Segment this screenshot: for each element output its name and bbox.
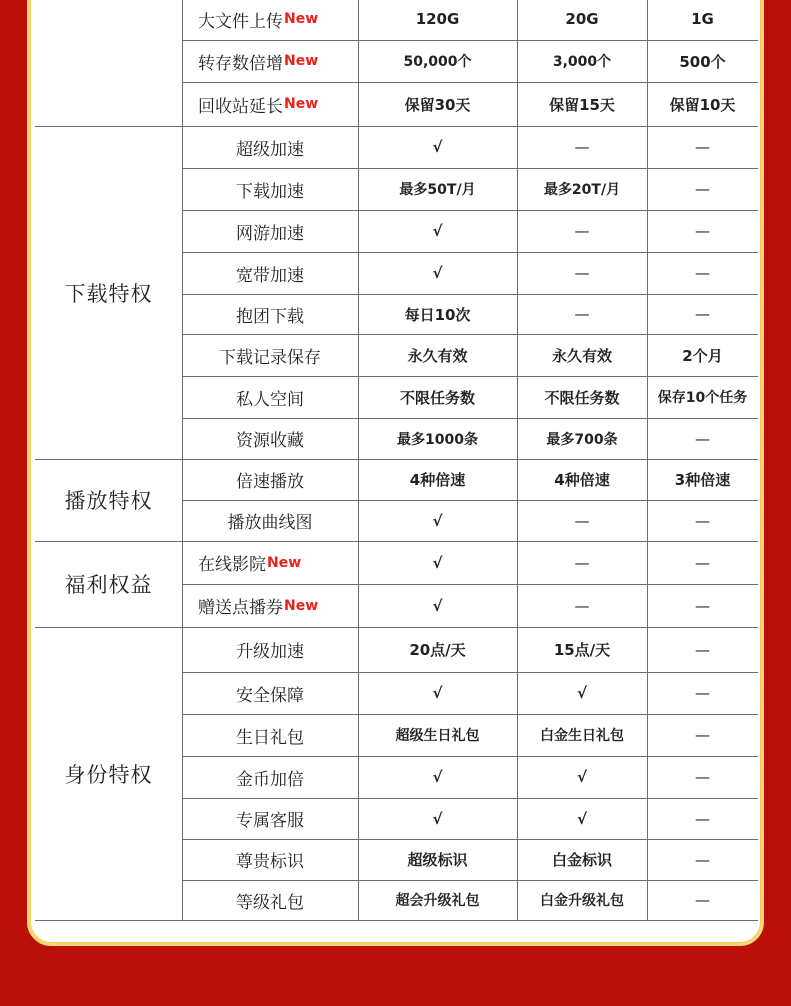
value-cell-tier-2: 保留15天 (549, 95, 615, 114)
value-cell-tier-3: — (695, 138, 710, 156)
feature-label: 专属客服 (236, 811, 304, 831)
value-cell-tier-2: 4种倍速 (554, 471, 610, 489)
value-cell-tier-1: 4种倍速 (409, 471, 466, 489)
feature-label: 回收站延长 (198, 96, 283, 117)
value-cell-tier-3: — (695, 768, 710, 786)
category-identity: 身份特权 (64, 762, 153, 787)
feature-label: 倍速播放 (236, 472, 304, 492)
value-cell-tier-1: √ (432, 511, 443, 530)
feature-label-cell (182, 0, 358, 40)
value-cell-tier-3: 2个月 (682, 346, 723, 365)
value-cell-tier-3: — (695, 429, 710, 448)
feature-label-cell (182, 40, 358, 82)
feature-label: 大文件上传 (198, 11, 283, 32)
feature-label-cell (182, 756, 358, 798)
value-cell-tier-3: — (695, 726, 710, 744)
value-cell-tier-2: — (574, 264, 590, 282)
new-badge: New (267, 554, 302, 571)
feature-label: 等级礼包 (236, 892, 304, 913)
value-cell-tier-3: 保存10个任务 (657, 390, 748, 406)
feature-label-cell (182, 252, 358, 294)
feature-label: 宽带加速 (236, 265, 304, 286)
value-cell-tier-3: — (695, 222, 710, 240)
feature-label: 安全保障 (236, 685, 304, 706)
feature-label: 播放曲线图 (227, 513, 313, 533)
value-cell-tier-2: 白金生日礼包 (540, 728, 624, 744)
feature-label: 升级加速 (236, 642, 304, 662)
value-cell-tier-1: √ (432, 809, 443, 828)
feature-label: 赠送点播券 (198, 598, 283, 618)
value-cell-tier-3: — (695, 684, 710, 702)
value-cell-tier-2: — (574, 305, 590, 323)
category-playback: 播放特权 (64, 489, 153, 513)
feature-label-cell (182, 714, 358, 756)
value-cell-tier-3: — (695, 180, 710, 198)
feature-label-cell (182, 880, 358, 920)
value-cell-tier-1: 每日10次 (404, 305, 471, 324)
value-cell-tier-1: √ (432, 768, 443, 786)
value-cell-tier-1: 保留30天 (404, 95, 471, 114)
value-cell-tier-1: 最多1000条 (397, 431, 478, 448)
feature-label-cell (182, 418, 358, 459)
value-cell-tier-2: √ (576, 809, 587, 828)
value-cell-tier-1: 50,000个 (403, 54, 472, 70)
feature-label: 超级加速 (236, 139, 304, 160)
value-cell-tier-2: — (574, 138, 590, 156)
feature-label-cell (182, 168, 358, 210)
value-cell-tier-1: 20点/天 (409, 641, 466, 659)
value-cell-tier-3: — (695, 809, 710, 828)
value-cell-tier-1: √ (432, 553, 443, 572)
value-cell-tier-1: 最多50T/月 (399, 182, 476, 198)
feature-label: 转存数倍增 (198, 53, 283, 74)
value-cell-tier-2: 不限任务数 (544, 388, 620, 407)
new-badge: New (284, 96, 319, 112)
feature-label-cell (182, 541, 358, 584)
value-cell-tier-2: 永久有效 (551, 346, 612, 365)
feature-label-cell (182, 798, 358, 839)
row-divider (35, 920, 758, 921)
value-cell-tier-1: √ (432, 264, 443, 282)
category-download: 下载特权 (64, 281, 153, 306)
feature-label: 尊贵标识 (236, 852, 304, 872)
value-cell-tier-1: 超级标识 (407, 851, 468, 869)
value-cell-tier-3: 3种倍速 (674, 471, 731, 489)
feature-label-cell (182, 672, 358, 714)
new-badge: New (284, 597, 319, 614)
feature-label: 网游加速 (236, 223, 304, 244)
value-cell-tier-2: 15点/天 (553, 641, 611, 659)
feature-label: 抱团下载 (236, 306, 304, 327)
feature-label: 私人空间 (236, 389, 304, 410)
value-cell-tier-1: √ (432, 138, 443, 156)
feature-label-cell (182, 584, 358, 627)
feature-label: 金币加倍 (236, 769, 304, 790)
value-cell-tier-2: — (574, 511, 590, 530)
value-cell-tier-3: 500个 (679, 52, 726, 71)
feature-label-cell (182, 82, 358, 126)
value-cell-tier-1: 不限任务数 (399, 388, 475, 407)
value-cell-tier-3: — (695, 553, 710, 572)
feature-label-cell (182, 210, 358, 252)
value-cell-tier-3: 1G (691, 10, 714, 28)
value-cell-tier-3: — (695, 264, 710, 282)
feature-label-cell (182, 334, 358, 376)
value-cell-tier-2: √ (576, 684, 587, 702)
feature-label: 资源收藏 (236, 431, 304, 451)
value-cell-tier-1: √ (432, 222, 443, 240)
feature-label: 下载加速 (236, 181, 304, 202)
feature-label-cell (182, 126, 358, 168)
value-cell-tier-2: 3,000个 (552, 54, 612, 70)
value-cell-tier-3: — (695, 640, 710, 659)
feature-label-cell (182, 376, 358, 418)
value-cell-tier-3: — (695, 511, 710, 530)
value-cell-tier-1: 超会升级礼包 (395, 893, 480, 909)
feature-label: 生日礼包 (236, 727, 304, 748)
value-cell-tier-1: √ (432, 596, 443, 615)
value-cell-tier-2: 最多700条 (546, 431, 618, 448)
feature-label-cell (182, 294, 358, 334)
value-cell-tier-2: — (574, 553, 590, 572)
feature-label-cell (182, 839, 358, 880)
feature-label: 下载记录保存 (219, 347, 321, 368)
value-cell-tier-2: 最多20T/月 (543, 182, 621, 198)
feature-label-cell (182, 500, 358, 541)
value-cell-tier-2: 白金标识 (551, 851, 612, 869)
value-cell-tier-2: — (574, 222, 590, 240)
category-welfare: 福利权益 (64, 573, 153, 597)
value-cell-tier-3: 保留10天 (669, 95, 736, 114)
new-badge: New (284, 53, 319, 69)
value-cell-tier-2: √ (576, 768, 587, 786)
value-cell-tier-1: √ (432, 684, 443, 702)
value-cell-tier-3: — (695, 596, 710, 615)
feature-label: 在线影院 (198, 555, 266, 575)
feature-label-cell (182, 459, 358, 500)
value-cell-tier-1: 永久有效 (407, 346, 468, 365)
new-badge: New (284, 11, 319, 27)
value-cell-tier-1: 120G (415, 10, 460, 28)
value-cell-tier-2: 白金升级礼包 (540, 893, 624, 909)
value-cell-tier-1: 超级生日礼包 (395, 728, 480, 744)
value-cell-tier-3: — (695, 891, 710, 909)
value-cell-tier-2: — (574, 596, 590, 615)
value-cell-tier-3: — (695, 850, 710, 869)
feature-label-cell (182, 627, 358, 672)
value-cell-tier-3: — (695, 305, 710, 323)
value-cell-tier-2: 20G (565, 10, 599, 28)
